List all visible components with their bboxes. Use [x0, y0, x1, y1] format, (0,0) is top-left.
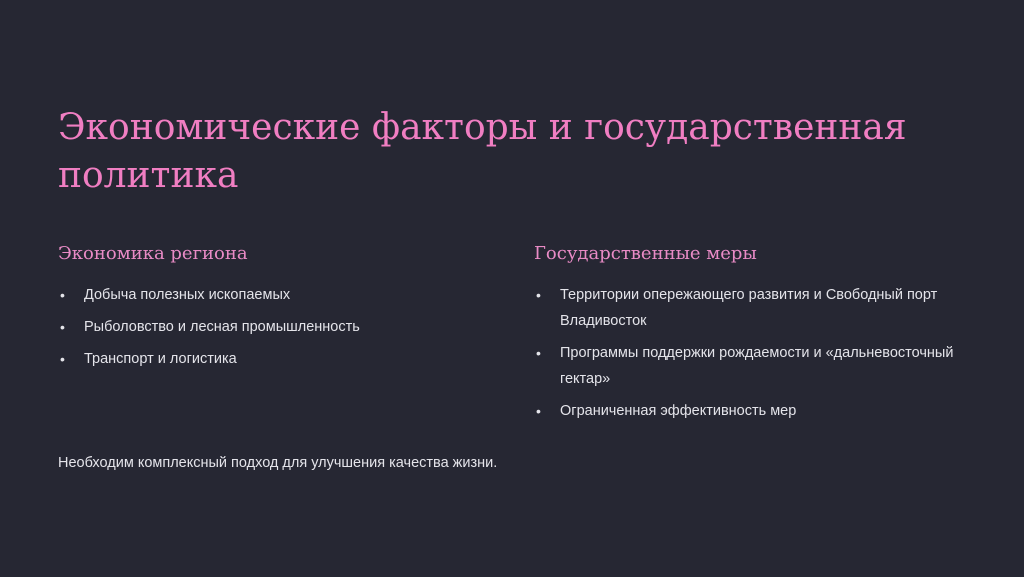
list-item [58, 282, 498, 308]
list-item-text: Транспорт и логистика [84, 351, 237, 367]
list-item-text: Добыча полезных ископаемых [84, 287, 291, 303]
bullet-icon: • [536, 345, 541, 361]
list-item [58, 346, 498, 372]
conclusion-text: Необходим комплексный подход для улучшения качества жизни. [58, 455, 498, 471]
economy-heading: Экономика региона [58, 243, 248, 264]
list-item-text: Программы поддержки рождаемости и «дальневосточный гектар» [560, 345, 954, 387]
bullet-icon: • [536, 287, 541, 303]
economy-column [58, 240, 498, 378]
bullet-icon: • [60, 319, 65, 335]
policy-column [534, 240, 974, 430]
list-item [534, 398, 974, 424]
economy-list [58, 282, 498, 372]
list-item-text: Рыболовство и лесная промышленность [84, 319, 360, 335]
list-item [58, 314, 498, 340]
list-item [534, 282, 974, 334]
bullet-icon: • [60, 351, 65, 367]
bullet-icon: • [60, 287, 65, 303]
list-item-text: Ограниченная эффективность мер [560, 403, 797, 419]
bullet-icon: • [536, 403, 541, 419]
list-item-text: Территории опережающего развития и Свободный порт Владивосток [560, 287, 938, 329]
list-item [534, 340, 974, 392]
slide-title: Экономические факторы и государственная политика [58, 107, 907, 196]
policy-heading: Государственные меры [534, 243, 757, 264]
policy-list [534, 282, 974, 424]
